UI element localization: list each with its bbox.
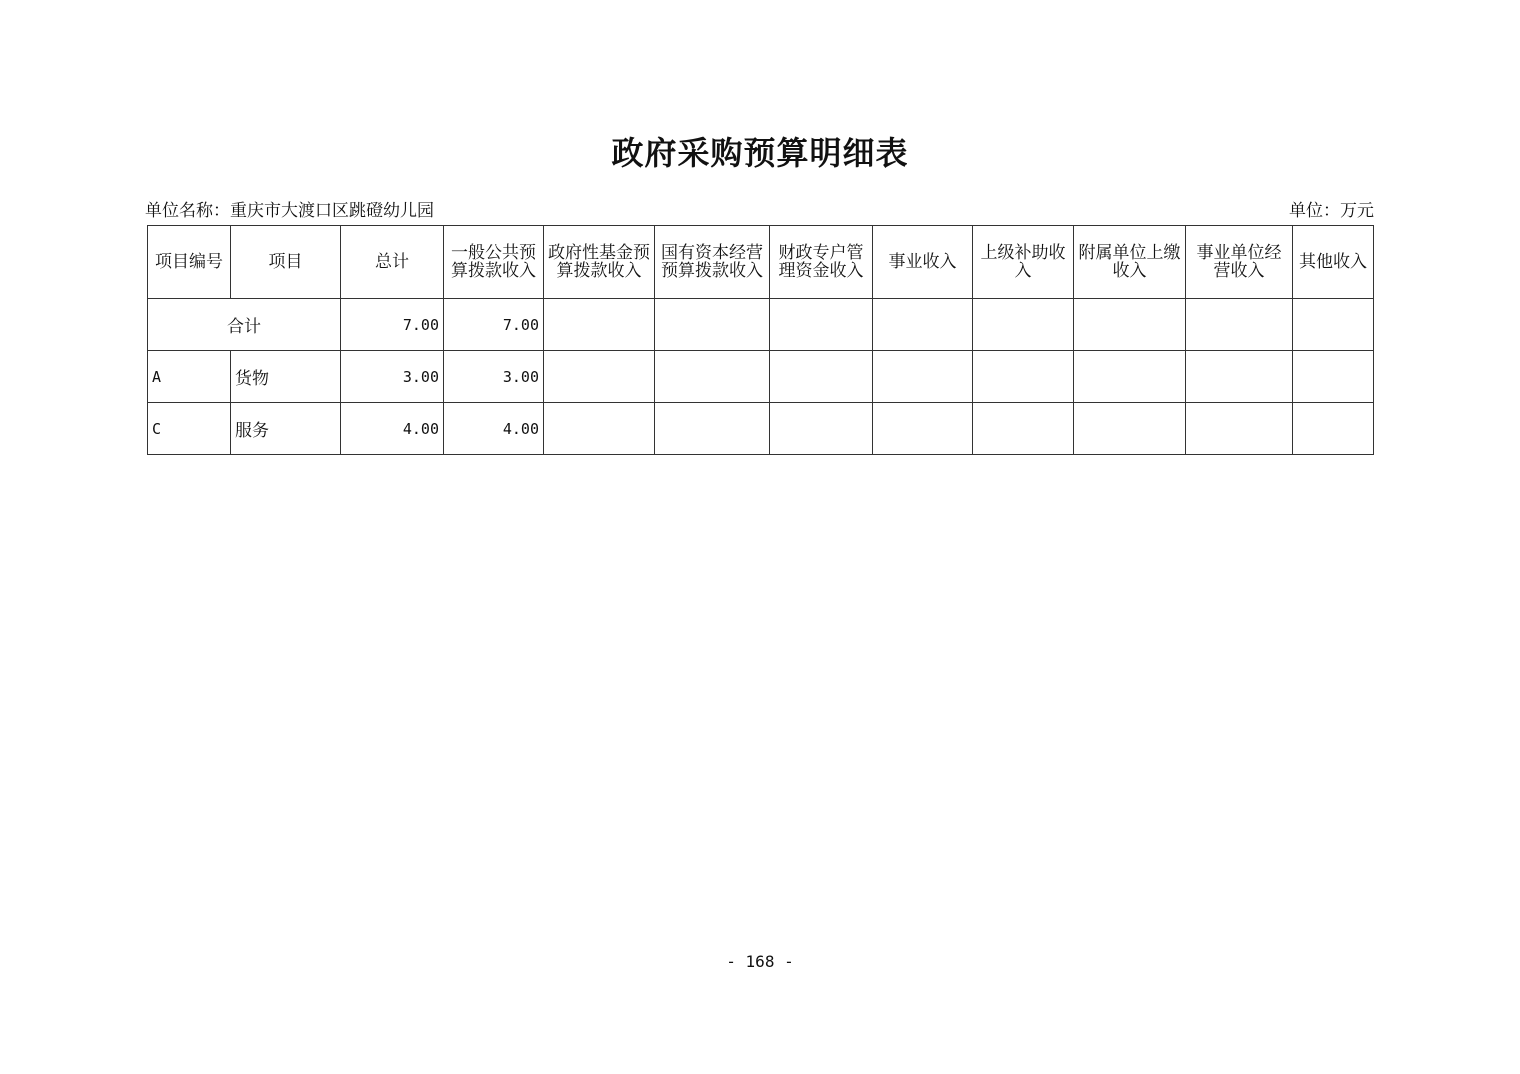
total-row-other-income — [1293, 299, 1374, 351]
unit-label: 单位：万元 — [1289, 201, 1374, 221]
row-operating-income — [1186, 403, 1293, 455]
row-fiscal-special — [770, 403, 873, 455]
header-general-budget: 一般公共预算拨款收入 — [444, 226, 544, 299]
total-row-business-income — [873, 299, 973, 351]
row-superior-subsidy — [973, 351, 1074, 403]
header-other-income: 其他收入 — [1293, 226, 1374, 299]
table-row — [148, 403, 1374, 455]
header-state-capital: 国有资本经营预算拨款收入 — [655, 226, 770, 299]
row-gov-fund — [544, 351, 655, 403]
row-other-income — [1293, 403, 1374, 455]
procurement-budget-table — [147, 225, 1374, 455]
table-total-row — [148, 299, 1374, 351]
row-general-budget: 4.00 — [444, 403, 544, 455]
unit-name-label: 单位名称：重庆市大渡口区跳磴幼儿园 — [145, 201, 434, 221]
total-row-label: 合计 — [148, 299, 341, 351]
table-header-row — [148, 226, 1374, 299]
row-affiliated-income — [1074, 351, 1186, 403]
row-total: 4.00 — [341, 403, 444, 455]
page-title: 政府采购预算明细表 — [611, 134, 909, 172]
total-row-state-capital — [655, 299, 770, 351]
total-row-gov-fund — [544, 299, 655, 351]
row-business-income — [873, 403, 973, 455]
row-total: 3.00 — [341, 351, 444, 403]
row-affiliated-income — [1074, 403, 1186, 455]
header-fiscal-special: 财政专户管理资金收入 — [770, 226, 873, 299]
row-item: 货物 — [231, 351, 341, 403]
total-row-general-budget: 7.00 — [444, 299, 544, 351]
table-row — [148, 351, 1374, 403]
row-superior-subsidy — [973, 403, 1074, 455]
row-code: C — [148, 403, 231, 455]
header-gov-fund: 政府性基金预算拨款收入 — [544, 226, 655, 299]
row-state-capital — [655, 403, 770, 455]
row-state-capital — [655, 351, 770, 403]
header-superior-subsidy: 上级补助收入 — [973, 226, 1074, 299]
header-total: 总计 — [341, 226, 444, 299]
row-other-income — [1293, 351, 1374, 403]
row-code: A — [148, 351, 231, 403]
header-affiliated-income: 附属单位上缴收入 — [1074, 226, 1186, 299]
total-row-total: 7.00 — [341, 299, 444, 351]
total-row-fiscal-special — [770, 299, 873, 351]
row-operating-income — [1186, 351, 1293, 403]
row-fiscal-special — [770, 351, 873, 403]
row-gov-fund — [544, 403, 655, 455]
row-general-budget: 3.00 — [444, 351, 544, 403]
row-business-income — [873, 351, 973, 403]
total-row-affiliated-income — [1074, 299, 1186, 351]
total-row-operating-income — [1186, 299, 1293, 351]
row-item: 服务 — [231, 403, 341, 455]
header-business-income: 事业收入 — [873, 226, 973, 299]
header-project-code: 项目编号 — [148, 226, 231, 299]
total-row-superior-subsidy — [973, 299, 1074, 351]
header-operating-income: 事业单位经营收入 — [1186, 226, 1293, 299]
header-project: 项目 — [231, 226, 341, 299]
page-number: - 168 - — [726, 952, 794, 971]
